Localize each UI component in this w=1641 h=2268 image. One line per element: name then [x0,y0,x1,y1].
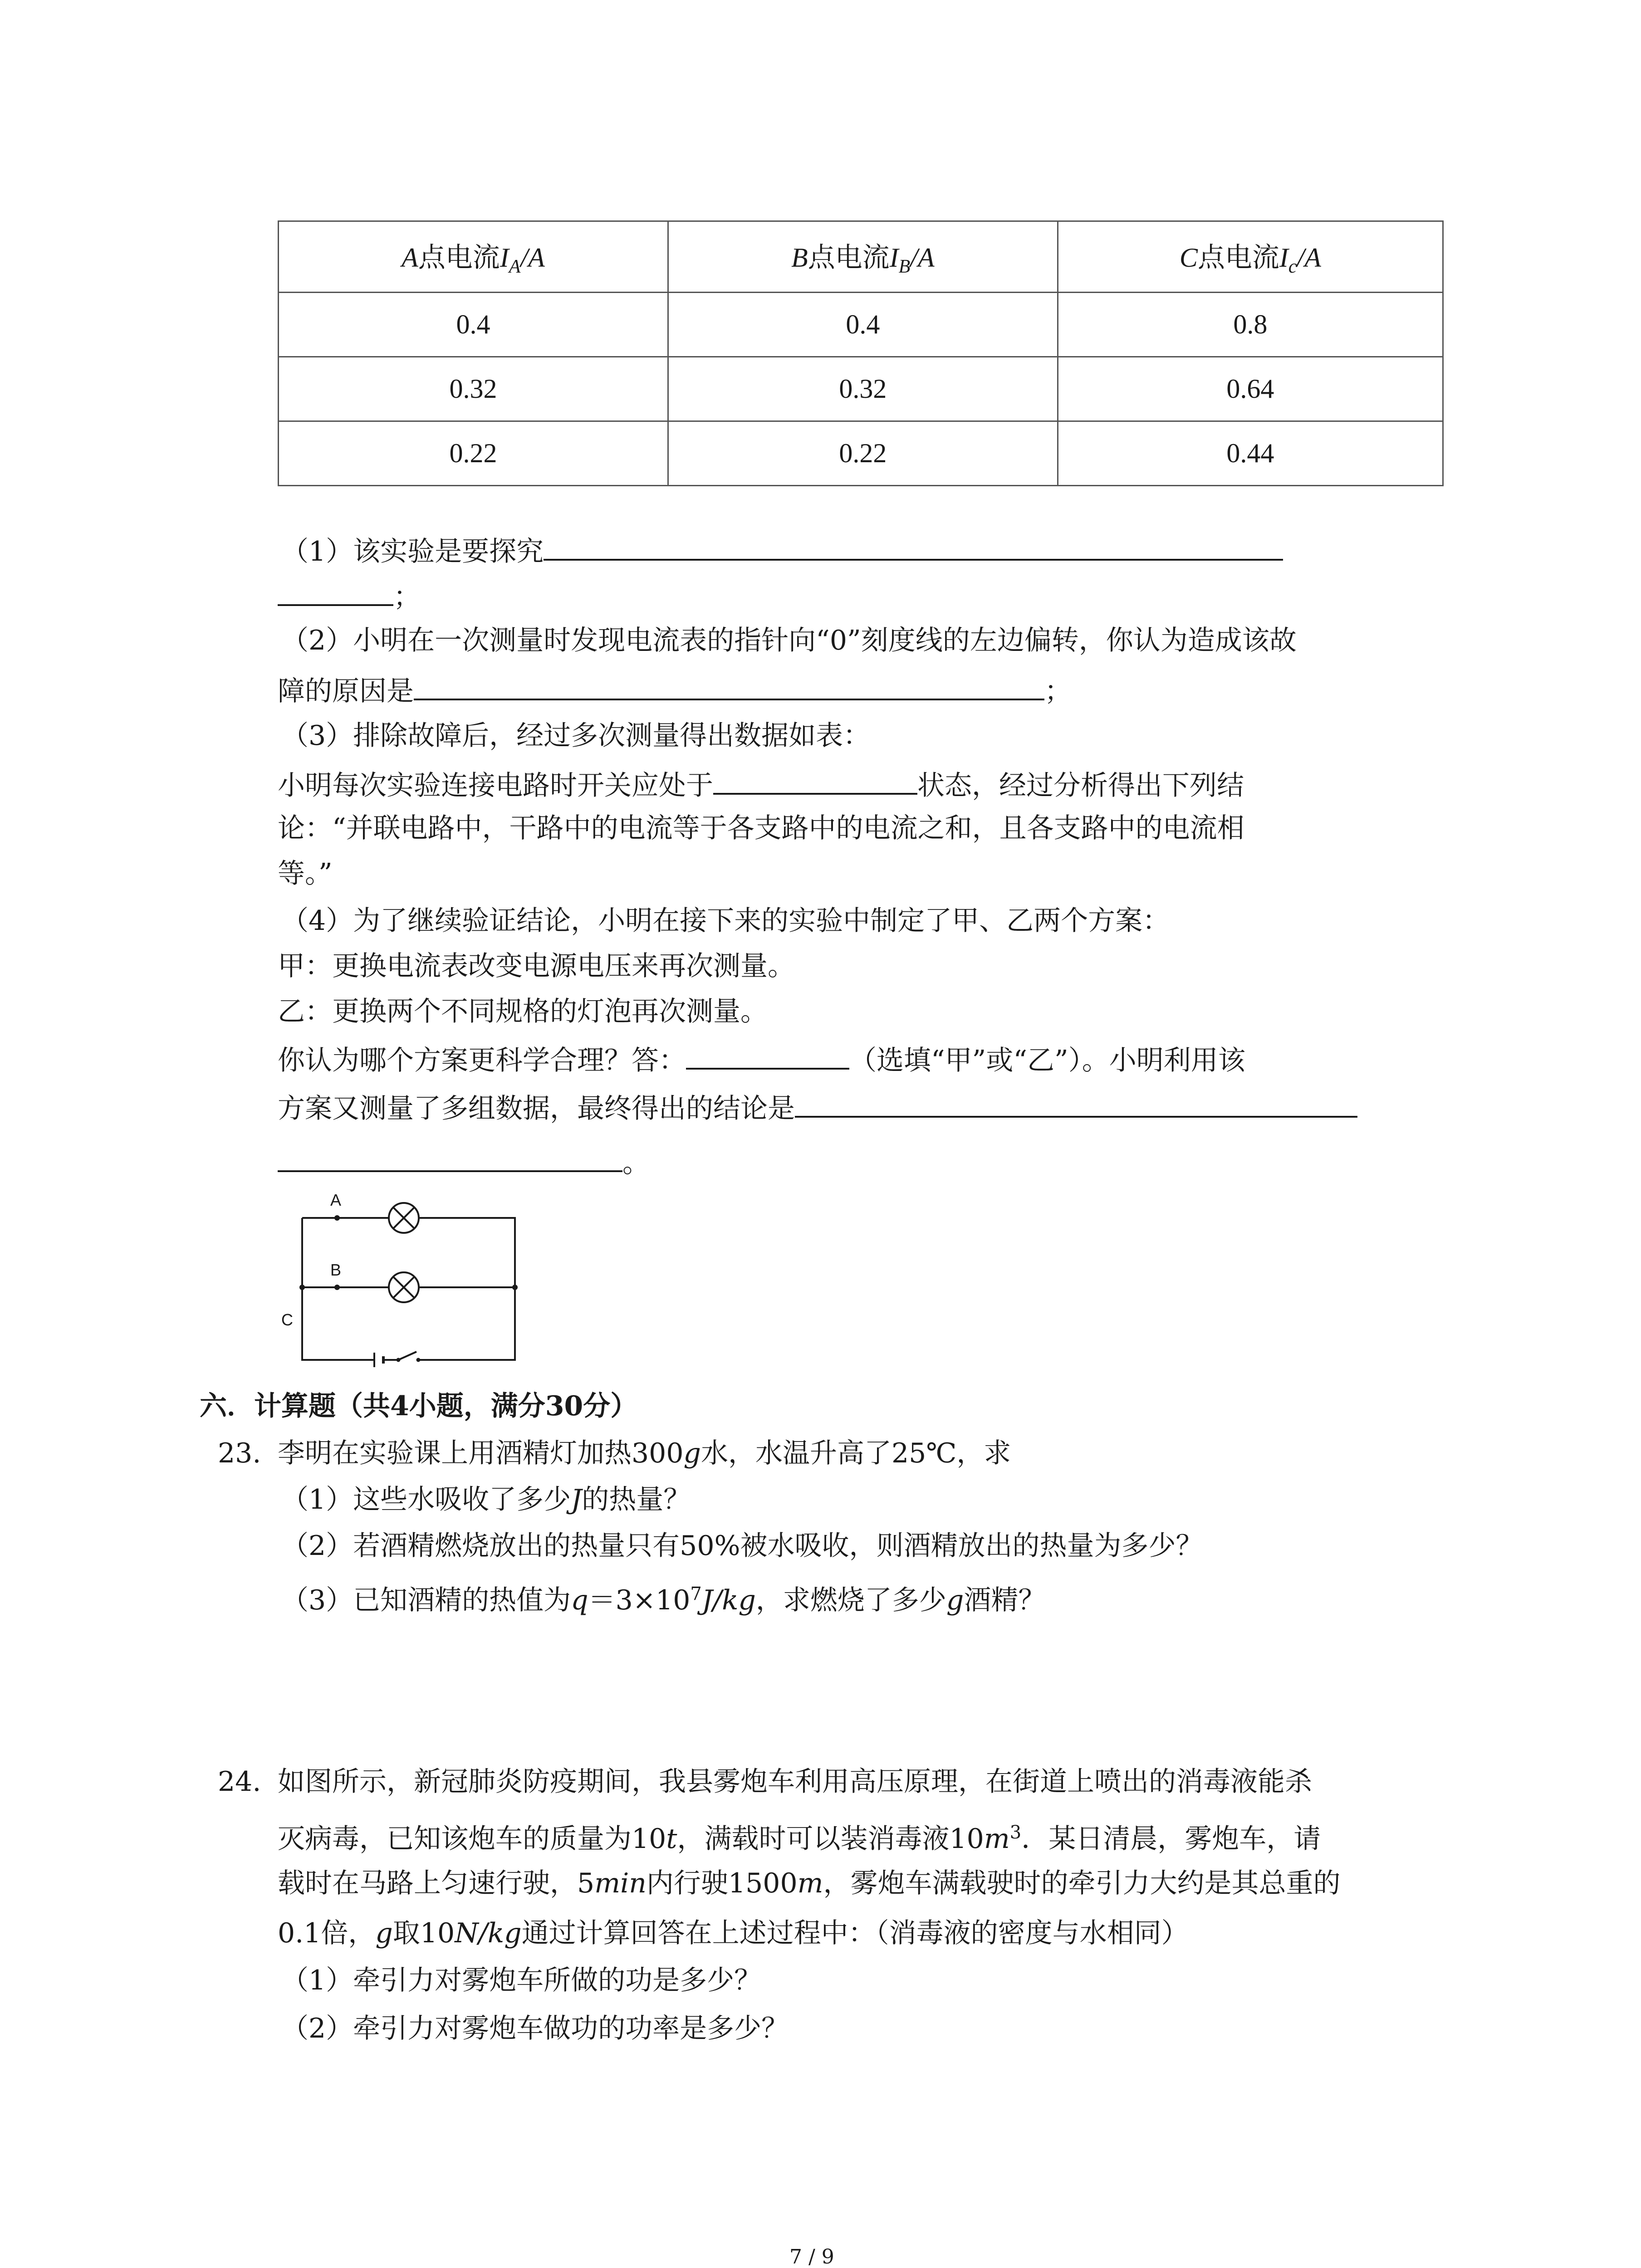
q23-stem: 李明在实验课上用酒精灯加热300g水，水温升高了25℃，求 [278,1437,1011,1469]
q22-plan-b: 乙：更换两个不同规格的灯泡再次测量。 [278,996,768,1027]
battery-icon [374,1353,397,1367]
answer-blank[interactable] [278,576,393,606]
table-cell: 0.64 [1058,357,1443,421]
q22-part3-line2: 小明每次实验连接电路时开关应处于 状态，经过分析得出下列结 [278,765,1244,804]
q24-line2: 灭病毒，已知该炮车的质量为10t，满载时可以装消毒液$10m^3$．某日清晨，雾炮车，请 [278,1822,1321,1855]
table-row [279,357,1443,421]
table-cell: 0.8 [1058,293,1443,357]
header-b-current: B点电流$I_B/A$ [668,221,1058,293]
q24-sub2: （2）牵引力对雾炮车做功的功率是多少？ [281,2013,789,2044]
q23-sub2: （2）若酒精燃烧放出的热量只有50%被水吸收，则酒精放出的热量为多少？ [281,1530,1203,1562]
point-b-label: B [330,1261,342,1279]
q24-line4: 0.1倍，g取10N/kg通过计算回答在上述过程中：（消毒液的密度与水相同） [278,1917,1189,1949]
lamp-icon [389,1272,419,1302]
q22-part4-question: 你认为哪个方案更科学合理？答： （选填“甲”或“乙”）。小明利用该 [278,1040,1245,1079]
q22-part4-line1: （4）为了继续验证结论，小明在接下来的实验中制定了甲、乙两个方案： [281,905,1170,937]
table-row [279,421,1443,486]
q22-part3-line1: （3）排除故障后，经过多次测量得出数据如表： [281,720,871,752]
junction-dot [299,1285,305,1290]
q22-part2-line1: （2）小明在一次测量时发现电流表的指针向“0”刻度线的左边偏转，你认为造成该故 [281,625,1297,656]
answer-blank[interactable] [544,531,1283,561]
q22-part4-conclusion: 方案又测量了多组数据，最终得出的结论是 [278,1088,1357,1127]
section-heading: 六．计算题（共4小题，满分30分） [200,1390,638,1422]
table-cell: 0.22 [279,421,668,486]
lamp-icon [389,1203,419,1233]
table-cell: 0.22 [668,421,1058,486]
q23-sub3: （3）已知酒精的热值为$q=3\times 10^7J/kg$，求燃烧了多少g酒精？ [281,1584,1046,1616]
q22-part3-line3: 论：“并联电路中，干路中的电流等于各支路中的电流之和，且各支路中的电流相 [278,812,1244,844]
answer-blank[interactable] [414,670,1044,700]
q22-part1: （1）该实验是要探究 [281,531,1283,570]
answer-blank[interactable] [795,1088,1357,1118]
table-cell: 0.44 [1058,421,1443,486]
table-cell: 0.32 [668,357,1058,421]
header-c-current: C点电流$I_c/A$ [1058,221,1443,293]
q22-part3-line4: 等。” [278,858,333,890]
q22-plan-a: 甲：更换电流表改变电源电压来再次测量。 [278,950,795,982]
switch-icon [397,1352,420,1362]
junction-dot [512,1285,518,1290]
table-row [279,293,1443,357]
q22-part1-cont: ； [278,576,421,615]
q24-sub1: （1）牵引力对雾炮车所做的功是多少？ [281,1965,762,1996]
point-c-label: C [281,1310,293,1329]
q24-number: 24. [218,1766,261,1798]
q22-part2-line2: 障的原因是 ； [278,670,1072,709]
header-a-current: A点电流$I_A/A$ [279,221,668,293]
q24-line3: 载时在马路上匀速行驶，5min内行驶1500m，雾炮车满载驶时的牵引力大约是其总重的 [278,1867,1341,1899]
point-a-label: A [330,1191,342,1209]
table-header-row [279,221,1443,293]
junction-dot [334,1285,340,1290]
junction-dot [334,1215,340,1221]
q24-line1: 如图所示，新冠肺炎防疫期间，我县雾炮车利用高压原理，在街道上喷出的消毒液能杀 [278,1766,1312,1798]
q23-sub1: （1）这些水吸收了多少J的热量？ [281,1484,691,1515]
table-cell: 0.4 [279,293,668,357]
answer-blank[interactable] [713,765,917,795]
q23-number: 23. [218,1437,261,1469]
q22-part4-conclusion-cont: 。 [278,1142,650,1181]
page-number: 7 / 9 [789,2245,834,2268]
answer-blank[interactable] [686,1040,849,1070]
table-cell: 0.32 [279,357,668,421]
table-cell: 0.4 [668,293,1058,357]
answer-blank[interactable] [278,1142,622,1172]
current-data-table [278,220,1444,486]
circuit-diagram [272,1179,535,1370]
